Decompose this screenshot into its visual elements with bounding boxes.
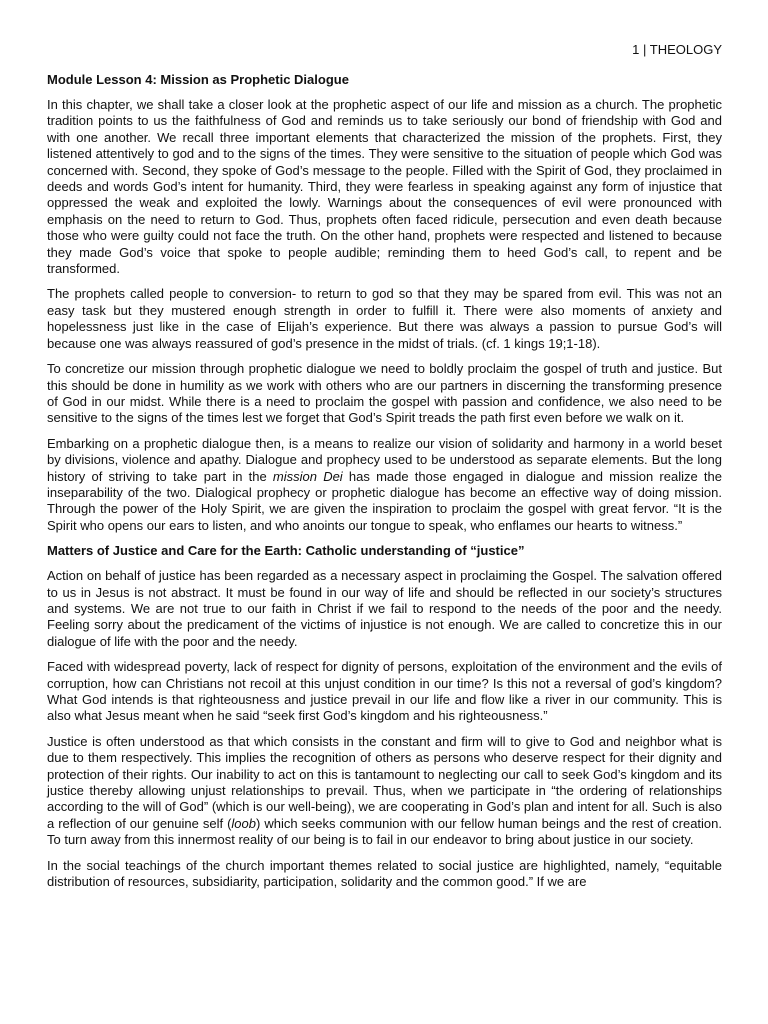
italic-term: loob <box>231 815 256 831</box>
paragraph-text: Embarking on a prophetic dialogue then, is a means to realize our vision of solidarity and harmony in a world beset by divisions, violence and apathy. Dialogue and prophecy used to be understood as separate elements. But the long history of striving to take part in the <box>47 435 722 484</box>
justice-paragraph-1: Action on behalf of justice has been regarded as a necessary aspect in proclaiming the Gospel. The salvation offered to us in Jesus is not abstract. It must be found in our way of life and should be reflected in our society’s structures and systems. We are not true to our faith in Christ if we fail to respond to the needs of the poor and the needy. Feeling sorry about the predicament of the victims of injustice is not enough. We are called to concretize this in our dialogue of life with the poor and the needy. <box>47 568 722 649</box>
paragraph-text: Justice is often understood as that which consists in the constant and firm will to give to God and neighbor what is due to them respectively. This implies the recognition of others as persons who deserve respect for their dignity and protection of their rights. Our inability to act on this is tantamount to neglecting our call to seek God’s kingdom and its justice thereby allowing unjust relationships to prevail. Thus, when we participate in “the ordering of relationships according to the will of God” (which is our well-being), we are cooperating in God’s plan and intent for all. Such is also a reflection of our genuine self ( <box>47 733 722 831</box>
lesson-title: Module Lesson 4: Mission as Prophetic Dialogue <box>47 72 349 87</box>
justice-paragraph-4: In the social teachings of the church important themes related to social justice are highlighted, namely, “equitable distribution of resources, subsidiarity, participation, solidarity and the common good.” If we are <box>47 857 722 890</box>
lesson-paragraph-1: In this chapter, we shall take a closer look at the prophetic aspect of our life and mission as a church. The prophetic tradition points to us the faithfulness of God and reminds us to take seriously our bond of friendship with God and with one another. We recall three important elements that characterized the mission of the prophets. First, they listened attentively to god and to the signs of the times. They were sensitive to the situation of people which God was concerned with. Second, they spoke of God’s message to the people. Filled with the Spirit of God, they proclaimed in deeds and words God’s intent for humanity. Third, they were fearless in speaking against any form of injustice that oppressed the weak and exploited the lowly. Warnings about the consequences of evil were pronounced with emphasis on the need to return to God. Thus, prophets often faced ridicule, persecution and even death because those who were guilty could not face the truth. On the other hand, prophets were respected and listened to because they made God’s voice that spoke to people audible; reminding them to heed God’s call, to repent and be transformed. <box>47 97 722 277</box>
italic-term: mission Dei <box>272 468 343 484</box>
justice-paragraph-2: Faced with widespread poverty, lack of respect for dignity of persons, exploitation of the environment and the evils of corruption, how can Christians not recoil at this unjust condition in our time? Is this not a reversal of god’s kingdom? What God intends is that righteousness and justice prevail in our life and flow like a river in our community. This is also what Jesus meant when he said “seek first God’s kingdom and his righteousness.” <box>47 659 722 724</box>
lesson-paragraph-2: The prophets called people to conversion- to return to god so that they may be spared from evil. This was not an easy task but they mustered enough strength in order to fulfill it. There were also moments of anxiety and hopelessness just like in the case of Elijah’s experience. But there was always a passion to pursue God’s will because one was always reassured of god’s presence in the midst of trials. (cf. 1 kings 19;1-18). <box>47 286 722 351</box>
lesson-paragraph-4 <box>47 436 722 534</box>
document-body <box>47 72 722 899</box>
justice-paragraph-3 <box>47 734 722 849</box>
lesson-paragraph-3: To concretize our mission through prophetic dialogue we need to boldly proclaim the gospel of truth and justice. But this should be done in humility as we work with others who are our partners in discerning the transforming presence of God in our midst. While there is a need to proclaim the gospel with passion and confidence, we also need to be sensitive to the signs of the times lest we forget that God’s Spirit treads the path first even before we walk on it. <box>47 361 722 426</box>
justice-section-title: Matters of Justice and Care for the Earth: Catholic understanding of “justice” <box>47 543 525 559</box>
paragraph-text: has made those engaged in dialogue and mission realize the inseparability of the two. Dialogical prophecy or prophetic dialogue has become an effective way of doing mission. Through the power of the Holy Spirit, we are given the inspiration to proclaim the gospel with great fervor. “It is the Spirit who opens our ears to listen, and who anoints our tongue to speak, who enflames our hearts to witness.” <box>47 468 722 533</box>
paragraph-text: ) which seeks communion with our fellow human beings and the rest of creation. To turn away from this innermost reality of our being is to fail in our endeavor to bring about justice in our society. <box>47 815 723 848</box>
page-header: 1 | THEOLOGY <box>632 42 722 57</box>
